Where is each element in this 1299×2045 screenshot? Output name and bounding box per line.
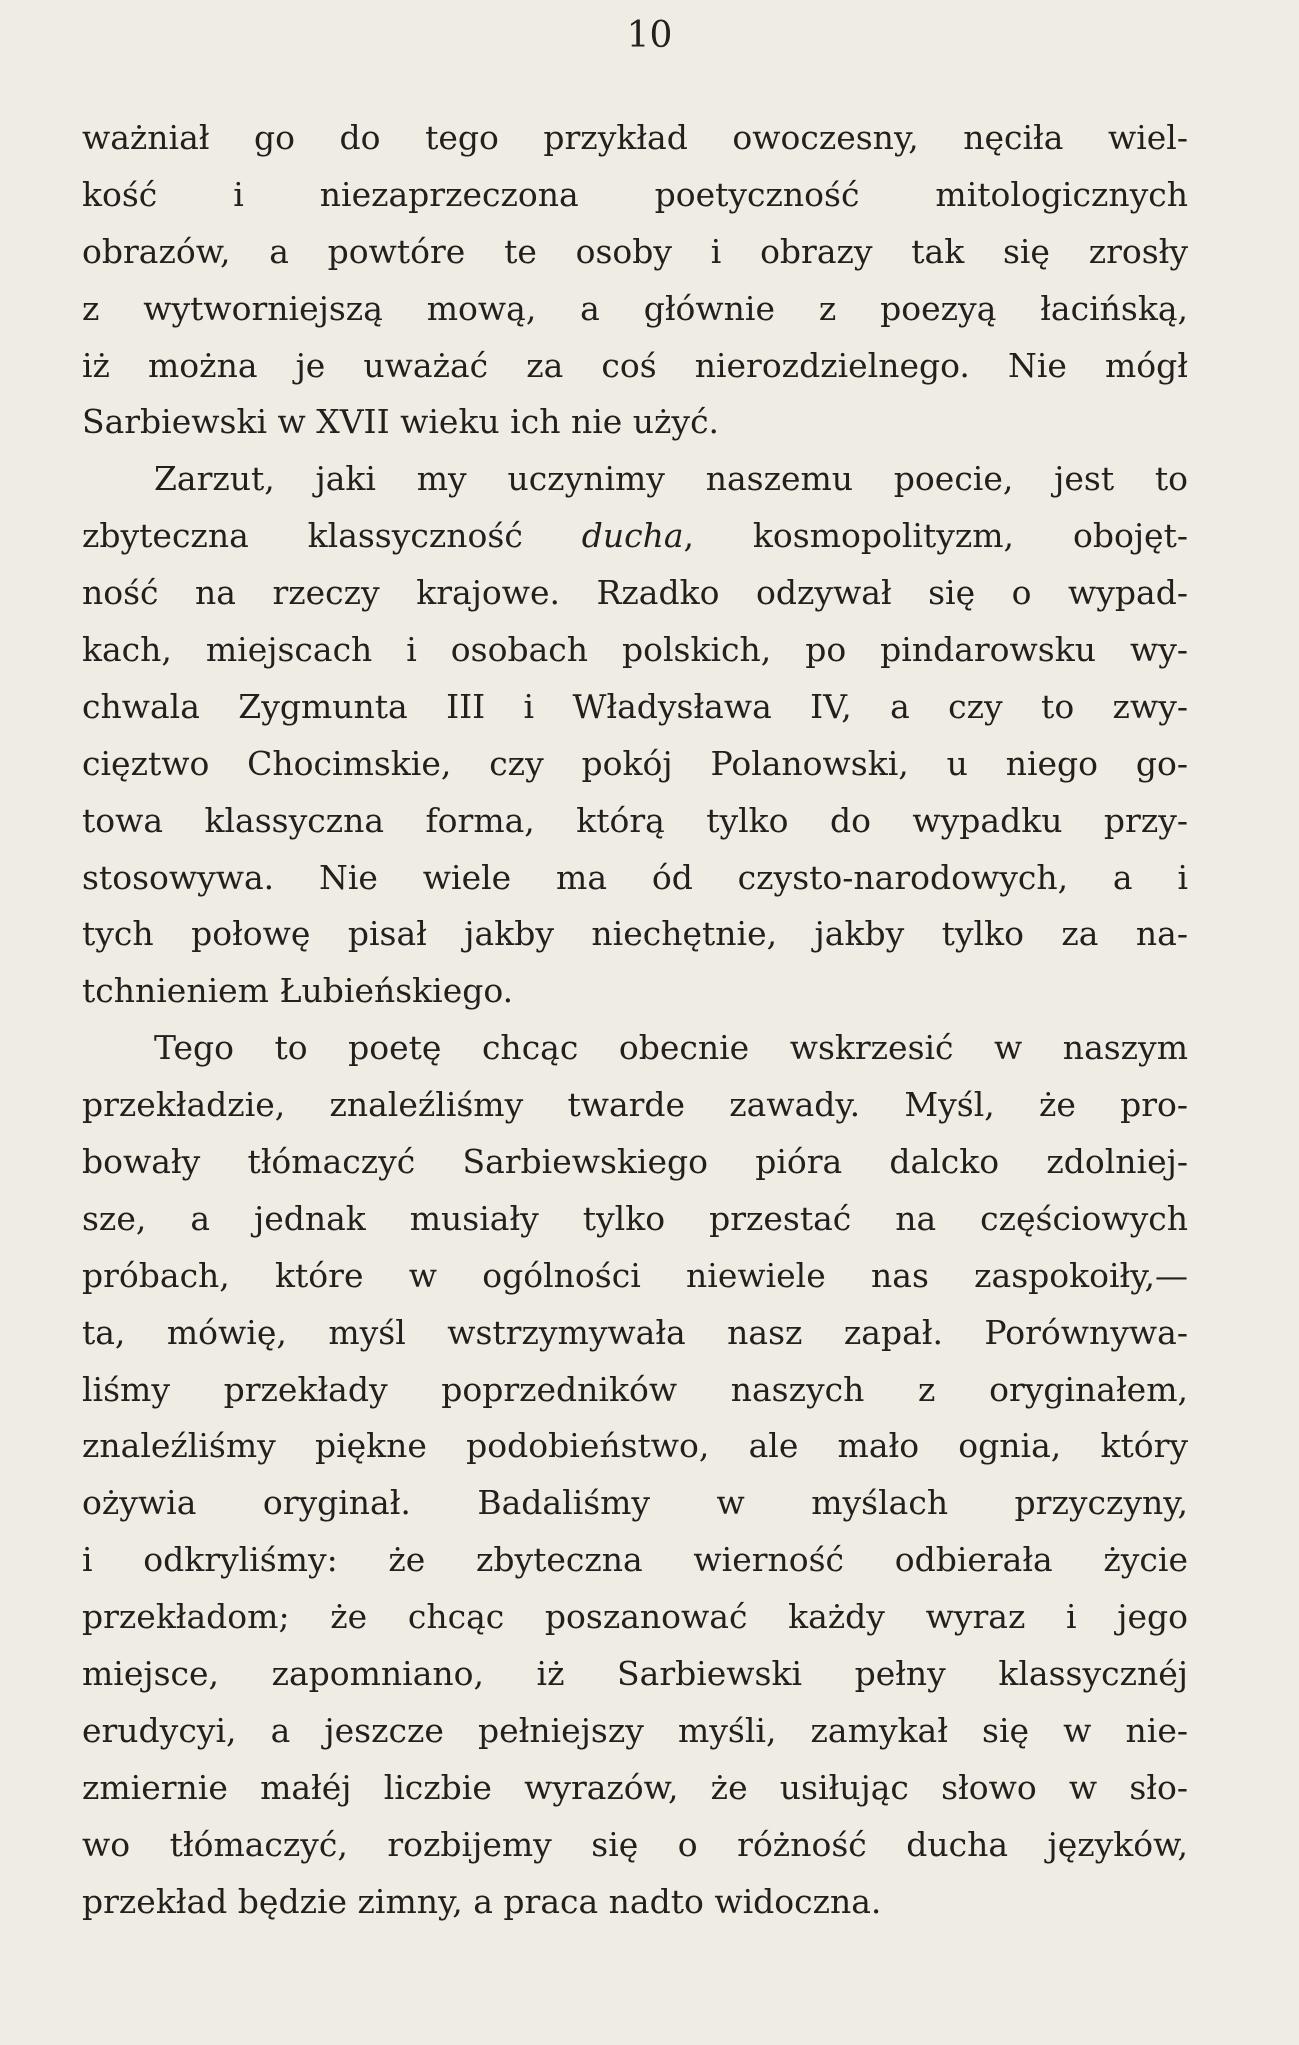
text-line: miejsce, zapomniano, iż Sarbiewski pełny klassycznéj (82, 1654, 1188, 1694)
text-line: cięztwo Chocimskie, czy pokój Polanowski, u niego go- (82, 743, 1188, 783)
text-line: iż można je uważać za coś nierozdzielnego. Nie mógł (82, 345, 1188, 385)
text-line: kach, miejscach i osobach polskich, po pindarowsku wy- (82, 630, 1188, 670)
text-line: ożywia oryginał. Badaliśmy w myślach przyczyny, (82, 1483, 1188, 1523)
text-line: erudycyi, a jeszcze pełniejszy myśli, zamykał się w nie- (82, 1710, 1188, 1750)
text-line: zmiernie małéj liczbie wyrazów, że usiłując słowo w sło- (82, 1767, 1188, 1807)
text-line: ność na rzeczy krajowe. Rzadko odzywał się o wypad- (82, 573, 1188, 613)
italic-word: ducha (581, 516, 684, 556)
text-line: towa klassyczna forma, którą tylko do wypadku przy- (82, 800, 1188, 840)
text-segment: , kosmopolityzm, obojęt- (683, 516, 1188, 556)
text-line: próbach, które w ogólności niewiele nas zaspokoiły,— (82, 1255, 1188, 1295)
text-line: Sarbiewski w XVII wieku ich nie użyć. (82, 402, 720, 442)
text-line: tych połowę pisał jakby niechętnie, jakby tylko za na- (82, 914, 1188, 954)
text-line: przekład będzie zimny, a praca nadto widoczna. (82, 1881, 882, 1921)
text-line: bowały tłómaczyć Sarbiewskiego pióra dalcko zdolniej- (82, 1142, 1188, 1182)
text-line: chwala Zygmunta III i Władysława IV, a czy to zwy- (82, 686, 1188, 726)
text-line: liśmy przekłady poprzedników naszych z oryginałem, (82, 1369, 1188, 1409)
text-line: obrazów, a powtóre te osoby i obrazy tak się zrosły (82, 231, 1188, 271)
text-line: Zarzut, jaki my uczynimy naszemu poecie, jest to (154, 459, 1188, 499)
text-line: przekładom; że chcąc poszanować każdy wyraz i jego (82, 1597, 1188, 1637)
text-line: Tego to poetę chcąc obecnie wskrzesić w naszym (154, 1028, 1188, 1068)
text-segment: zbyteczna klassyczność (82, 516, 582, 556)
paragraph-2 (82, 451, 1188, 1020)
text-line: i odkryliśmy: że zbyteczna wierność odbierała życie (82, 1540, 1188, 1580)
text-line: wo tłómaczyć, rozbijemy się o różność ducha języków, (82, 1824, 1188, 1864)
text-line (82, 508, 1188, 565)
text-line: stosowywa. Nie wiele ma ód czysto-narodowych, a i (82, 857, 1188, 897)
paragraph-1 (82, 110, 1188, 451)
page-number: 10 (626, 15, 673, 56)
body-text (82, 110, 1188, 1931)
text-line: ta, mówię, myśl wstrzymywała nasz zapał. Porównywa- (82, 1312, 1188, 1352)
paragraph-3 (82, 1020, 1188, 1930)
text-line: sze, a jednak musiały tylko przestać na częściowych (82, 1198, 1188, 1238)
text-line: przekładzie, znaleźliśmy twarde zawady. Myśl, że pro- (82, 1085, 1188, 1125)
text-line: znaleźliśmy piękne podobieństwo, ale mało ognia, który (82, 1426, 1188, 1466)
text-line: tchnieniem Łubieńskiego. (82, 971, 514, 1011)
text-line: z wytworniejszą mową, a głównie z poezyą łacińską, (82, 288, 1188, 328)
text-line: kość i niezaprzeczona poetyczność mitologicznych (82, 174, 1188, 214)
text-line: ważniał go do tego przykład owoczesny, nęciła wiel- (82, 118, 1188, 157)
